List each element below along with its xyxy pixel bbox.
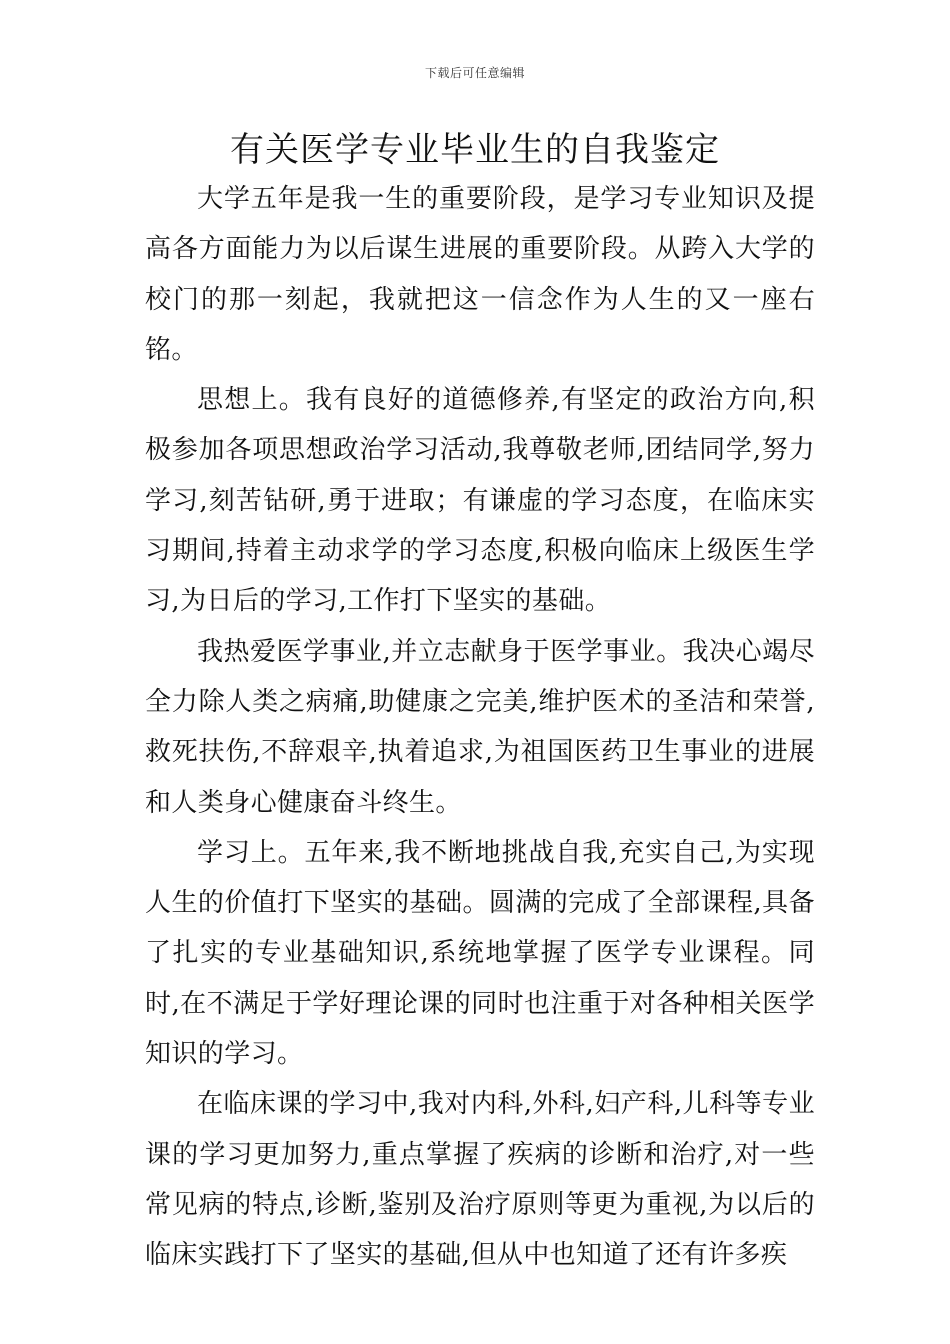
paragraph-study: 学习上。五年来,我不断地挑战自我,充实自己,为实现人生的价值打下坚实的基础。圆满的完成了全部课程,具备了扎实的专业基础知识,系统地掌握了医学专业课程。同时,在不满足于学好理论课的同时也注重于对各种相关医学知识的学习。 (145, 837, 815, 1070)
paragraph-intro: 大学五年是我一生的重要阶段，是学习专业知识及提高各方面能力为以后谋生进展的重要阶段。从跨入大学的校门的那一刻起，我就把这一信念作为人生的又一座右铭。 (145, 184, 815, 365)
paragraph-clinical: 在临床课的学习中,我对内科,外科,妇产科,儿科等专业课的学习更加努力,重点掌握了疾病的诊断和治疗,对一些常见病的特点,诊断,鉴别及治疗原则等更为重视,为以后的临床实践打下了坚实的基础,但从中也知道了还有许多疾 (145, 1089, 815, 1271)
document-title: 有关医学专业毕业生的自我鉴定 (230, 130, 720, 170)
paragraph-ideology: 思想上。我有良好的道德修养,有坚定的政治方向,积极参加各项思想政治学习活动,我尊敬老师,团结同学,努力学习,刻苦钻研,勇于进取；有谦虚的学习态度，在临床实习期间,持着主动求学的学习态度,积极向临床上级医生学习,为日后的学习,工作打下坚实的基础。 (145, 385, 815, 617)
header-note: 下载后可任意编辑 (424, 66, 525, 80)
document-body (145, 174, 815, 1281)
paragraph-dedication: 我热爱医学事业,并立志献身于医学事业。我决心竭尽全力除人类之病痛,助健康之完美,维护医术的圣洁和荣誉,救死扶伤,不辞艰辛,执着追求,为祖国医药卫生事业的进展和人类身心健康奋斗终生。 (145, 636, 815, 818)
